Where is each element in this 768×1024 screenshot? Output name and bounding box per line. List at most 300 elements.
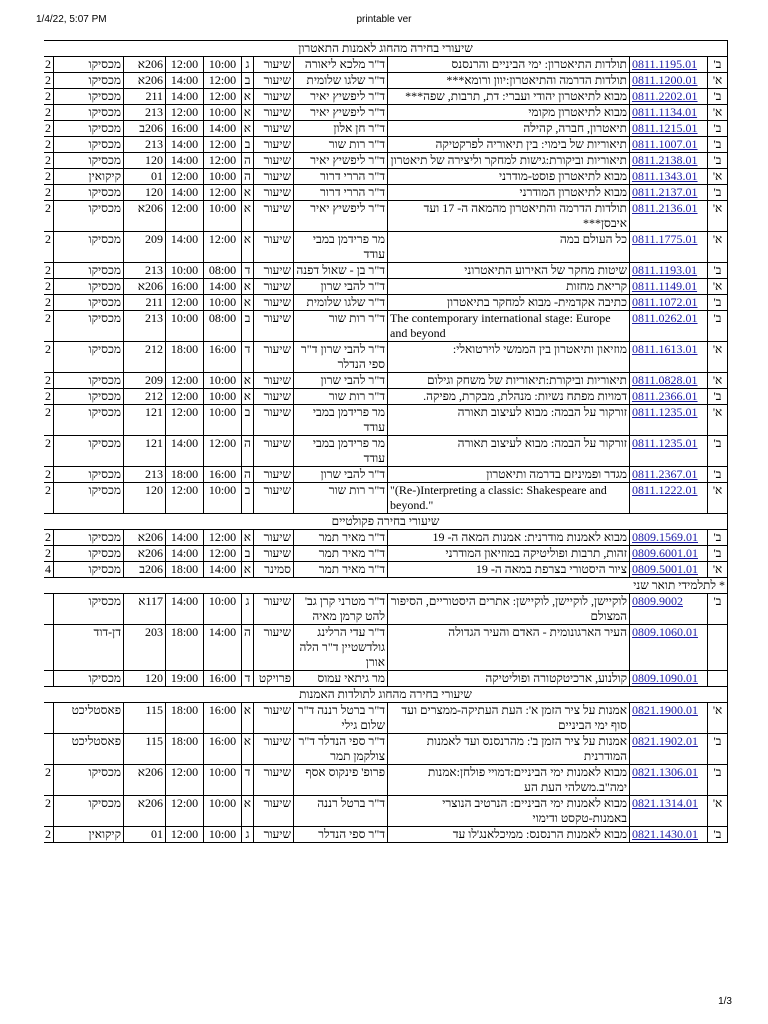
lecturer-cell: ד"ר ספי הנדלר: [294, 827, 388, 843]
day-cell: א: [242, 105, 254, 121]
start-time-cell: 10:00: [204, 483, 242, 514]
course-row: [44, 467, 728, 483]
course-name-cell: מבוא לתיאטרון יהודי ועברי: דת, תרבות, שפה***: [388, 89, 630, 105]
course-type-cell: שיעור: [254, 546, 294, 562]
end-time-cell: 12:00: [166, 765, 204, 796]
semester-cell: א': [708, 279, 728, 295]
course-code-cell: [630, 342, 708, 373]
credits-cell: 2: [44, 73, 54, 89]
start-time-cell: 12:00: [204, 232, 242, 263]
lecturer-cell: ד"ר מאיר תמר: [294, 546, 388, 562]
semester-cell: א': [708, 342, 728, 373]
semester-cell: ב': [708, 436, 728, 467]
end-time-cell: 14:00: [166, 89, 204, 105]
section-title: שיעורי בחירה פקולטיים: [44, 514, 728, 530]
end-time-cell: 10:00: [166, 263, 204, 279]
course-type-cell: שיעור: [254, 105, 294, 121]
course-row: [44, 483, 728, 514]
day-cell: א: [242, 530, 254, 546]
credits-cell: 2: [44, 232, 54, 263]
course-code-link[interactable]: 0809.5001.01: [632, 562, 698, 576]
course-code-cell: [630, 137, 708, 153]
start-time-cell: 10:00: [204, 405, 242, 436]
lecturer-cell: ד"ר להבי שרון: [294, 373, 388, 389]
semester-cell: א': [708, 105, 728, 121]
room-cell: 117א: [124, 594, 166, 625]
building-cell: מכסיקו: [54, 73, 124, 89]
end-time-cell: 12:00: [166, 105, 204, 121]
room-cell: 203: [124, 625, 166, 671]
course-code-cell: [630, 263, 708, 279]
room-cell: 01: [124, 827, 166, 843]
building-cell: מכסיקו: [54, 562, 124, 578]
course-type-cell: שיעור: [254, 89, 294, 105]
course-type-cell: שיעור: [254, 625, 294, 671]
course-row: [44, 232, 728, 263]
start-time-cell: 12:00: [204, 185, 242, 201]
day-cell: א: [242, 201, 254, 232]
course-code-link[interactable]: 0811.2137.01: [632, 185, 698, 199]
course-code-cell: [630, 201, 708, 232]
start-time-cell: 10:00: [204, 389, 242, 405]
lecturer-cell: ד"ר רות שור: [294, 137, 388, 153]
room-cell: 120: [124, 185, 166, 201]
credits-cell: 2: [44, 89, 54, 105]
credits-cell: 2: [44, 796, 54, 827]
start-time-cell: 12:00: [204, 530, 242, 546]
room-cell: 115: [124, 703, 166, 734]
course-row: [44, 311, 728, 342]
course-code-link[interactable]: 0811.1149.01: [632, 279, 698, 293]
day-cell: א: [242, 734, 254, 765]
course-code-link[interactable]: 0811.1343.01: [632, 169, 698, 183]
lecturer-cell: ד"ר רות שור: [294, 483, 388, 514]
course-code-link[interactable]: 0811.0262.01: [632, 311, 698, 325]
day-cell: א: [242, 389, 254, 405]
section-header-row: [44, 514, 728, 530]
day-cell: ב: [242, 405, 254, 436]
lecturer-cell: מר פרידמן במבי עודד: [294, 232, 388, 263]
day-cell: ד: [242, 342, 254, 373]
course-name-cell: אמנות על ציר הזמן ב': מהרנסנס ועד לאמנות המודרנית: [388, 734, 630, 765]
end-time-cell: 12:00: [166, 389, 204, 405]
course-type-cell: שיעור: [254, 594, 294, 625]
course-code-link[interactable]: 0811.0828.01: [632, 373, 698, 387]
course-code-link[interactable]: 0811.1007.01: [632, 137, 698, 151]
building-cell: מכסיקו: [54, 57, 124, 73]
day-cell: ג: [242, 594, 254, 625]
course-row: [44, 185, 728, 201]
course-code-link[interactable]: 0809.1090.01: [632, 671, 698, 685]
day-cell: א: [242, 703, 254, 734]
room-cell: 213: [124, 137, 166, 153]
start-time-cell: 10:00: [204, 765, 242, 796]
course-name-cell: מבוא לאמנות מודרנית: אמנות המאה ה- 19: [388, 530, 630, 546]
credits-cell: 2: [44, 201, 54, 232]
room-cell: 01: [124, 169, 166, 185]
course-row: [44, 153, 728, 169]
building-cell: מכסיקו: [54, 796, 124, 827]
lecturer-cell: ד"ר שלגו שלומית: [294, 295, 388, 311]
building-cell: מכסיקו: [54, 467, 124, 483]
room-cell: 206א: [124, 57, 166, 73]
course-code-link[interactable]: 0811.2136.01: [632, 201, 698, 215]
day-cell: א: [242, 121, 254, 137]
start-time-cell: 12:00: [204, 137, 242, 153]
end-time-cell: 18:00: [166, 562, 204, 578]
lecturer-cell: ד"ר חן אלון: [294, 121, 388, 137]
building-cell: קיקואין: [54, 827, 124, 843]
lecturer-cell: ד"ר ברטל רננה: [294, 796, 388, 827]
end-time-cell: 12:00: [166, 169, 204, 185]
course-code-cell: [630, 169, 708, 185]
room-cell: 211: [124, 89, 166, 105]
course-row: [44, 73, 728, 89]
course-code-cell: [630, 625, 708, 671]
course-code-link[interactable]: 0821.1314.01: [632, 796, 698, 810]
course-row: [44, 703, 728, 734]
lecturer-cell: ד"ר ליפשיץ יאיר: [294, 153, 388, 169]
semester-cell: א': [708, 373, 728, 389]
course-type-cell: שיעור: [254, 734, 294, 765]
room-cell: 206א: [124, 765, 166, 796]
course-code-cell: [630, 405, 708, 436]
print-timestamp: 1/4/22, 5:07 PM: [36, 14, 107, 25]
day-cell: ב: [242, 73, 254, 89]
course-code-link[interactable]: 0811.1775.01: [632, 232, 698, 246]
course-code-link[interactable]: 0821.1306.01: [632, 765, 698, 779]
building-cell: מכסיקו: [54, 765, 124, 796]
course-code-link[interactable]: 0811.1235.01: [632, 405, 698, 419]
course-name-cell: לוקיישן, לוקיישן, לוקיישן: אתרים היסטוריים, הסיפור המצולם: [388, 594, 630, 625]
room-cell: 212: [124, 389, 166, 405]
start-time-cell: 14:00: [204, 625, 242, 671]
end-time-cell: 12:00: [166, 373, 204, 389]
start-time-cell: 16:00: [204, 467, 242, 483]
course-code-cell: [630, 105, 708, 121]
start-time-cell: 08:00: [204, 263, 242, 279]
start-time-cell: 08:00: [204, 311, 242, 342]
end-time-cell: 19:00: [166, 671, 204, 687]
building-cell: קיקואין: [54, 169, 124, 185]
end-time-cell: 12:00: [166, 295, 204, 311]
end-time-cell: 18:00: [166, 467, 204, 483]
course-code-link[interactable]: 0811.2138.01: [632, 153, 698, 167]
building-cell: מכסיקו: [54, 121, 124, 137]
course-code-cell: [630, 436, 708, 467]
room-cell: 213: [124, 263, 166, 279]
credits-cell: 4: [44, 562, 54, 578]
course-code-link[interactable]: 0811.2367.01: [632, 467, 698, 481]
day-cell: ג: [242, 57, 254, 73]
day-cell: ה: [242, 169, 254, 185]
note-row: [44, 578, 728, 594]
room-cell: 206א: [124, 201, 166, 232]
course-name-cell: מוזיאון ותיאטרון בין הממשי לוירטואלי:: [388, 342, 630, 373]
course-code-cell: [630, 153, 708, 169]
course-row: [44, 121, 728, 137]
course-name-cell: The contemporary international stage: Europe and beyond: [388, 311, 630, 342]
course-code-cell: [630, 185, 708, 201]
course-code-cell: [630, 796, 708, 827]
course-type-cell: שיעור: [254, 703, 294, 734]
day-cell: ה: [242, 436, 254, 467]
course-row: [44, 734, 728, 765]
semester-cell: א': [708, 201, 728, 232]
course-name-cell: תולדות התיאטרון: ימי הביניים והרנסנס: [388, 57, 630, 73]
course-name-cell: דמויות מפתח נשיות: מנהלת, מבקרת, מפיקה.: [388, 389, 630, 405]
course-name-cell: מבוא לתיאטרון פוסט-מודרני: [388, 169, 630, 185]
start-time-cell: 12:00: [204, 546, 242, 562]
course-code-link[interactable]: 0809.6001.01: [632, 546, 698, 560]
building-cell: מכסיקו: [54, 530, 124, 546]
course-code-link[interactable]: 0821.1900.01: [632, 703, 698, 717]
semester-cell: ב': [708, 734, 728, 765]
course-name-cell: ציור היסטורי בצרפת במאה ה- 19: [388, 562, 630, 578]
credits-cell: 2: [44, 483, 54, 514]
end-time-cell: 14:00: [166, 153, 204, 169]
start-time-cell: 10:00: [204, 796, 242, 827]
lecturer-cell: ד"ר שלגו שלומית: [294, 73, 388, 89]
course-type-cell: שיעור: [254, 295, 294, 311]
credits-cell: 2: [44, 137, 54, 153]
credits-cell: [44, 703, 54, 734]
lecturer-cell: ד"ר ברטל רננה ד"ר שלום גילי: [294, 703, 388, 734]
course-type-cell: שיעור: [254, 467, 294, 483]
course-type-cell: שיעור: [254, 232, 294, 263]
course-row: [44, 594, 728, 625]
course-code-link[interactable]: 0809.1569.01: [632, 530, 698, 544]
section-title: שיעורי בחירה מהחוג לתולדות האמנות: [44, 687, 728, 703]
course-row: [44, 279, 728, 295]
course-code-link[interactable]: 0811.2202.01: [632, 89, 698, 103]
lecturer-cell: ד"ר להבי שרון: [294, 279, 388, 295]
day-cell: ב: [242, 137, 254, 153]
course-row: [44, 105, 728, 121]
semester-cell: א': [708, 169, 728, 185]
building-cell: מכסיקו: [54, 89, 124, 105]
course-name-cell: תיאוריות של בימוי: בין תיאוריה לפרקטיקה: [388, 137, 630, 153]
course-code-link[interactable]: 0811.1200.01: [632, 73, 698, 87]
credits-cell: 2: [44, 530, 54, 546]
course-code-link[interactable]: 0809.1060.01: [632, 625, 698, 639]
course-type-cell: שיעור: [254, 530, 294, 546]
lecturer-cell: ד"ר רות שור: [294, 311, 388, 342]
end-time-cell: 12:00: [166, 827, 204, 843]
building-cell: מכסיקו: [54, 137, 124, 153]
start-time-cell: 16:00: [204, 703, 242, 734]
end-time-cell: 14:00: [166, 185, 204, 201]
semester-cell: א': [708, 483, 728, 514]
credits-cell: [44, 671, 54, 687]
course-code-cell: [630, 827, 708, 843]
credits-cell: 2: [44, 105, 54, 121]
course-code-link[interactable]: 0821.1902.01: [632, 734, 698, 748]
lecturer-cell: ד"ר הררי דרור: [294, 169, 388, 185]
semester-cell: ב': [708, 263, 728, 279]
day-cell: ה: [242, 625, 254, 671]
print-title: printable ver: [356, 14, 412, 25]
section-header-row: [44, 41, 728, 57]
day-cell: א: [242, 373, 254, 389]
end-time-cell: 14:00: [166, 436, 204, 467]
building-cell: מכסיקו: [54, 373, 124, 389]
lecturer-cell: ד"ר מאיר תמר: [294, 530, 388, 546]
room-cell: 212: [124, 342, 166, 373]
lecturer-cell: ד"ר ליפשיץ יאיר: [294, 105, 388, 121]
building-cell: דן-דוד: [54, 625, 124, 671]
semester-cell: [708, 625, 728, 671]
room-cell: 120: [124, 483, 166, 514]
course-row: [44, 405, 728, 436]
course-code-cell: [630, 734, 708, 765]
start-time-cell: 10:00: [204, 201, 242, 232]
building-cell: מכסיקו: [54, 185, 124, 201]
room-cell: 120: [124, 671, 166, 687]
course-code-cell: [630, 89, 708, 105]
course-code-cell: [630, 373, 708, 389]
lecturer-cell: מר פרידמן במבי עודד: [294, 405, 388, 436]
course-code-cell: [630, 594, 708, 625]
course-code-link[interactable]: 0811.1215.01: [632, 121, 698, 135]
room-cell: 211: [124, 295, 166, 311]
course-type-cell: שיעור: [254, 185, 294, 201]
semester-cell: ב': [708, 153, 728, 169]
course-type-cell: שיעור: [254, 121, 294, 137]
start-time-cell: 14:00: [204, 121, 242, 137]
start-time-cell: 12:00: [204, 73, 242, 89]
start-time-cell: 10:00: [204, 827, 242, 843]
course-row: [44, 373, 728, 389]
end-time-cell: 18:00: [166, 703, 204, 734]
credits-cell: 2: [44, 436, 54, 467]
course-code-link[interactable]: 0811.1193.01: [632, 263, 698, 277]
credits-cell: 2: [44, 121, 54, 137]
credits-cell: 2: [44, 169, 54, 185]
course-code-link[interactable]: 0811.1235.01: [632, 436, 698, 450]
course-code-cell: [630, 232, 708, 263]
credits-cell: 2: [44, 389, 54, 405]
room-cell: 209: [124, 232, 166, 263]
lecturer-cell: ד"ר להבי שרון ד"ר ספי הנדלר: [294, 342, 388, 373]
credits-cell: 2: [44, 765, 54, 796]
course-code-link[interactable]: 0811.1072.01: [632, 295, 698, 309]
room-cell: 206א: [124, 796, 166, 827]
course-row: [44, 389, 728, 405]
start-time-cell: 14:00: [204, 562, 242, 578]
semester-cell: ב': [708, 57, 728, 73]
course-row: [44, 765, 728, 796]
print-header: [0, 14, 768, 28]
start-time-cell: 10:00: [204, 594, 242, 625]
credits-cell: 2: [44, 342, 54, 373]
course-name-cell: מבוא לאמנות ימי הביניים:דמויי פולחן:אמנות ימה"ב.משלהי העת הע: [388, 765, 630, 796]
course-code-link[interactable]: 0821.1430.01: [632, 827, 698, 841]
course-code-cell: [630, 703, 708, 734]
room-cell: 213: [124, 105, 166, 121]
course-row: [44, 796, 728, 827]
course-code-cell: [630, 121, 708, 137]
start-time-cell: 16:00: [204, 671, 242, 687]
course-code-link[interactable]: 0811.1613.01: [632, 342, 698, 356]
course-name-cell: מבוא לתיאטרון המודרני: [388, 185, 630, 201]
course-name-cell: תיאוריות וביקורת:גישות למחקר וליצירה של תיאטרון: [388, 153, 630, 169]
room-cell: 206ב: [124, 121, 166, 137]
building-cell: מכסיקו: [54, 311, 124, 342]
credits-cell: 2: [44, 311, 54, 342]
semester-cell: ב': [708, 827, 728, 843]
course-table-body: [44, 41, 728, 843]
course-code-link[interactable]: 0809.9002: [632, 594, 683, 608]
day-cell: א: [242, 89, 254, 105]
course-code-cell: [630, 765, 708, 796]
course-row: [44, 530, 728, 546]
start-time-cell: 10:00: [204, 57, 242, 73]
course-type-cell: שיעור: [254, 796, 294, 827]
course-name-cell: שיטות מחקר של האירוע התיאטרוני: [388, 263, 630, 279]
course-row: [44, 201, 728, 232]
credits-cell: 2: [44, 57, 54, 73]
lecturer-cell: מר גיתאי עמוס: [294, 671, 388, 687]
course-name-cell: כתיבה אקדמית- מבוא למחקר בתיאטרון: [388, 295, 630, 311]
credits-cell: 2: [44, 373, 54, 389]
course-name-cell: מבוא לאמנות הרנסנס: ממיכלאנג'לו עד: [388, 827, 630, 843]
building-cell: מכסיקו: [54, 389, 124, 405]
credits-cell: 2: [44, 185, 54, 201]
course-row: [44, 57, 728, 73]
room-cell: 206ב: [124, 562, 166, 578]
room-cell: 121: [124, 405, 166, 436]
course-name-cell: מגדר ופמיניזם בדרמה ותיאטרון: [388, 467, 630, 483]
lecturer-cell: ד"ר בן - שאול דפנה: [294, 263, 388, 279]
course-name-cell: אמנות על ציר הזמן א': העת העתיקה-ממצרים ועד סוף ימי הביניים: [388, 703, 630, 734]
course-code-cell: [630, 671, 708, 687]
course-type-cell: שיעור: [254, 279, 294, 295]
day-cell: ה: [242, 467, 254, 483]
day-cell: ב: [242, 546, 254, 562]
course-name-cell: העיר הארגונומית - האדם והעיר הגדולה: [388, 625, 630, 671]
room-cell: 206א: [124, 530, 166, 546]
semester-cell: ב': [708, 594, 728, 625]
building-cell: מכסיקו: [54, 405, 124, 436]
course-row: [44, 263, 728, 279]
course-code-link[interactable]: 0811.2366.01: [632, 389, 698, 403]
course-code-link[interactable]: 0811.1222.01: [632, 483, 698, 497]
course-type-cell: שיעור: [254, 342, 294, 373]
course-row: [44, 827, 728, 843]
end-time-cell: 14:00: [166, 530, 204, 546]
semester-cell: א': [708, 562, 728, 578]
course-type-cell: שיעור: [254, 73, 294, 89]
building-cell: פאסטליכט: [54, 734, 124, 765]
course-row: [44, 295, 728, 311]
credits-cell: 2: [44, 405, 54, 436]
course-code-cell: [630, 311, 708, 342]
semester-cell: א': [708, 73, 728, 89]
start-time-cell: 12:00: [204, 89, 242, 105]
course-type-cell: שיעור: [254, 137, 294, 153]
end-time-cell: 12:00: [166, 201, 204, 232]
course-code-link[interactable]: 0811.1134.01: [632, 105, 698, 119]
credits-cell: 2: [44, 827, 54, 843]
course-name-cell: תיאוריות וביקורת:תיאוריות של משחק וגילום: [388, 373, 630, 389]
room-cell: 120: [124, 153, 166, 169]
lecturer-cell: מר פרידמן במבי עודד: [294, 436, 388, 467]
start-time-cell: 10:00: [204, 295, 242, 311]
course-code-link[interactable]: 0811.1195.01: [632, 57, 698, 71]
room-cell: 206א: [124, 546, 166, 562]
course-name-cell: זורקור על הבמה: מבוא לעיצוב תאורה: [388, 436, 630, 467]
